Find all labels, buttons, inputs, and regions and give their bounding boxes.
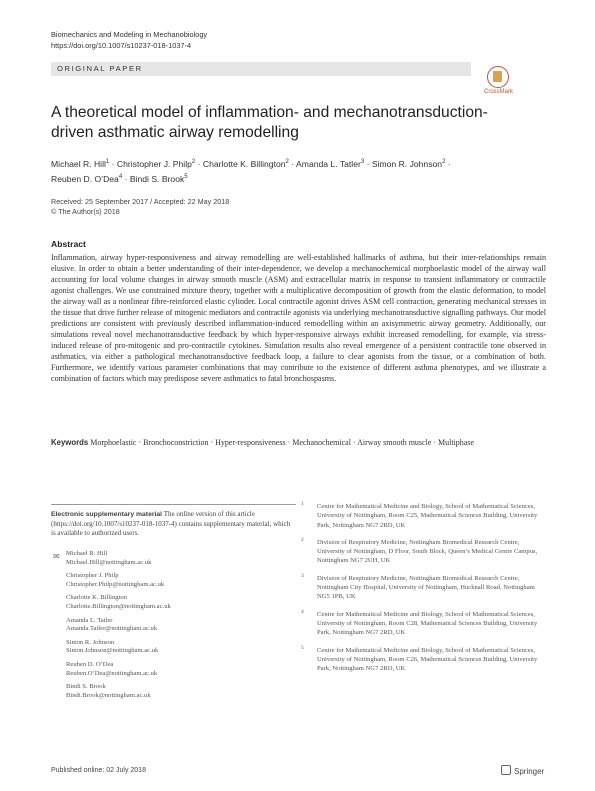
article-dates <box>51 197 229 217</box>
keywords-label: Keywords <box>51 438 89 447</box>
received-accepted: Received: 25 September 2017 / Accepted: 22 May 2018 <box>51 197 230 206</box>
divider <box>51 504 296 505</box>
esm-label: Electronic supplementary material <box>51 511 163 518</box>
author[interactable]: Reuben D. O’Dea$^4$ <box>51 173 123 184</box>
crossmark-icon <box>487 66 509 88</box>
contact-item: Reuben D. O’Dea Reuben.O’Dea@nottingham.ac.uk <box>66 661 296 678</box>
journal-header <box>51 29 207 51</box>
author[interactable]: Charlotte K. Billington$^2$ <box>202 158 289 169</box>
affiliation-item: 1 Centre for Mathematical Medicine and Biology, School of Mathematical Sciences, University of Nottingham, Room C25, Mathematical Sciences Building, University Park, Nottingham NG7 2RD, UK <box>301 501 538 529</box>
author[interactable]: Christopher J. Philp$^2$ <box>116 158 196 169</box>
author[interactable]: Michael R. Hill$^1$ <box>51 158 110 169</box>
author[interactable]: Amanda L. Tatler$^3$ <box>296 158 365 169</box>
publisher-name: Springer <box>514 767 545 776</box>
paper-title: A theoretical model of inflammation- and mechanotransduction-driven asthmatic airway remodelling <box>51 104 488 141</box>
email-link[interactable]: Christopher.Philp@nottingham.ac.uk <box>66 580 165 588</box>
abstract-text: Inflammation, airway hyper-responsiveness and airway remodelling are well-established hallmarks of asthma, but their inter-relationships remain elusive. In order to obtain a better understanding of their inter-dependence, we develop a mechanochemical morphoelastic model of the airway wall accounting for local volume changes in airway smooth muscle (ASM) and extracellular matrix in response to transient inflammatory or contractile agonist challenges. We use constrained mixture theory, together with a multiplicative decomposition of growth from the elastic deformation, to model the airway wall as a nonlinear fibre-reinforced elastic cylinder. Local contractile agonist drives ASM cell contraction, generating mechanical stresses in the tissue that drive further release of mitogenic mediators and contractile agonists via underlying mechanotransductive signalling pathways. Our model predictions are consistent with previously described inflammation-induced remodelling within an axisymmetric airway geometry. Additionally, our simulations reveal novel mechanotransductive feedback by which hyper-responsive airways exhibit increased remodelling, for example, via stress-induced release of pro-mitogenic and pro-contractile cytokines. Simulation results also reveal emergence of a persistent contractile tone observed in asthmatics, via either a pathological mechanotransductive feedback loop, a failure to clear agonists from the tissue, or a combination of both. Furthermore, we identify various parameter combinations that may contribute to the existence of different asthma phenotypes, and we illustrate a combination of factors which may predispose severe asthmatics to fatal bronchospasms. <box>51 253 546 383</box>
crossmark-label: CrossMark <box>484 89 514 95</box>
envelope-icon: ✉ <box>53 552 60 561</box>
crossmark-badge[interactable] <box>484 66 544 96</box>
contact-item: Charlotte K. Billington Charlotte.Billington@nottingham.ac.uk <box>66 594 296 611</box>
affiliation-item: 5 Centre for Mathematical Medicine and Biology, School of Mathematical Sciences, University of Nottingham, Room C26, Mathematical Sciences Building, University Park, Nottingham NG7 2RD, UK <box>301 644 538 673</box>
abstract-heading: Abstract <box>51 239 86 249</box>
published-date: Published online: 02 July 2018 <box>51 767 146 774</box>
keywords <box>51 438 546 449</box>
contact-item: Michael R. Hill Michael.Hill@nottingham.ac.uk <box>66 550 296 567</box>
esm-text: The online version of this article (https://doi.org/10.1007/s10237-018-1037-4) contains supplementary material, which is available to authorized users. <box>51 510 291 538</box>
esm-note <box>51 510 291 539</box>
section-label: ORIGINAL PAPER <box>57 64 143 73</box>
doi-link[interactable]: https://doi.org/10.1007/s10237-018-1037-4 <box>51 41 192 50</box>
keywords-list: Morphoelastic · Bronchoconstriction · Hyper-responsiveness · Mechanochemical · Airway smooth muscle · Multiphase <box>90 438 475 447</box>
copyright: © The Author(s) 2018 <box>51 207 120 216</box>
contact-item: Simon R. Johnson Simon.Johnson@nottingham.ac.uk <box>66 639 296 656</box>
publisher-logo <box>501 765 544 776</box>
journal-name: Biomechanics and Modeling in Mechanobiology <box>51 30 208 39</box>
section-banner <box>51 62 471 76</box>
email-link[interactable]: Reuben.O’Dea@nottingham.ac.uk <box>66 669 158 677</box>
affiliation-list <box>301 502 546 681</box>
author[interactable]: Bindi S. Brook$^5$ <box>129 173 188 184</box>
email-link[interactable]: Simon.Johnson@nottingham.ac.uk <box>66 647 159 655</box>
email-link[interactable]: Amanda.Tatler@nottingham.ac.uk <box>66 625 158 633</box>
email-link[interactable]: Michael.Hill@nottingham.ac.uk <box>66 558 152 566</box>
author[interactable]: Simon R. Johnson$^2$ <box>371 158 446 169</box>
contact-list <box>66 550 296 705</box>
email-link[interactable]: Bindi.Brook@nottingham.ac.uk <box>66 691 151 699</box>
affiliation-item: 4 Centre for Mathematical Medicine and Biology, School of Mathematical Sciences, University of Nottingham, Room C28, Mathematical Sciences Building, University Park, Nottingham NG7 2RD, UK <box>301 608 538 637</box>
email-link[interactable]: Charlotte.Billington@nottingham.ac.uk <box>66 602 171 610</box>
affiliation-item: 2 Division of Respiratory Medicine, Nottingham Biomedical Research Centre, University of Nottingham, D Floor, South Block, Queen’s Medical Centre Campus, Nottingham NG7 2UH, UK <box>301 536 538 565</box>
contact-item: Christopher J. Philp Christopher.Philp@nottingham.ac.uk <box>66 572 296 589</box>
affiliation-item: 3 Division of Respiratory Medicine, Nottingham Biomedical Research Centre, Nottingham City Hospital, University of Nottingham, Hucknall Road, Nottingham NG5 1PB, UK <box>301 572 535 601</box>
springer-horse-icon <box>501 765 511 775</box>
contact-item: Bindi S. Brook Bindi.Brook@nottingham.ac.uk <box>66 683 296 700</box>
author-list: Michael R. Hill$^1$ · Christopher J. Philp$^2$ · Charlotte K. Billington$^2$ · Amanda L. Tatler$^3$ · Simon R. Johnson$^2$ · Reuben D. O’Dea$^4$ · Bindi S. Brook$^5$ <box>51 158 451 184</box>
contact-item: Amanda L. Tatler Amanda.Tatler@nottingham.ac.uk <box>66 617 296 634</box>
